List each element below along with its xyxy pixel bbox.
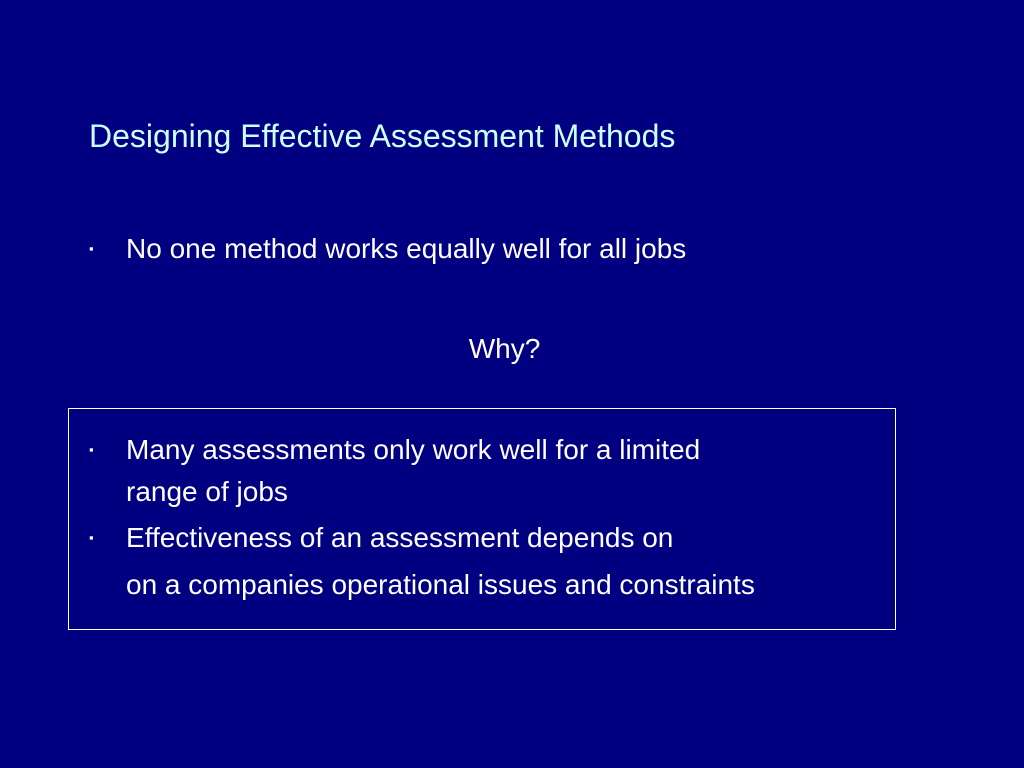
bullet-text-line-2: range of jobs <box>126 476 288 507</box>
square-bullet-icon: ▪ <box>89 442 94 457</box>
bullet-item-methods <box>89 228 686 270</box>
bullet-text-methods: No one method works equally well for all jobs <box>126 233 687 264</box>
bullet-text-line-1: Many assessments only work well for a limited <box>126 434 701 465</box>
square-bullet-icon: ▪ <box>89 241 94 256</box>
square-bullet-icon: ▪ <box>89 530 94 545</box>
question-text: Why? <box>468 333 541 364</box>
bordered-answer-box <box>68 408 896 630</box>
bullet-item-effectiveness <box>89 517 673 559</box>
bullet-item-limited-range <box>89 429 700 513</box>
bullet-continuation-text: on a companies operational issues and constraints <box>126 569 755 600</box>
bullet-text-limited-range <box>126 429 700 513</box>
slide-title: Designing Effective Assessment Methods <box>89 118 676 154</box>
bullet-text-effectiveness: Effectiveness of an assessment depends on <box>126 522 674 553</box>
